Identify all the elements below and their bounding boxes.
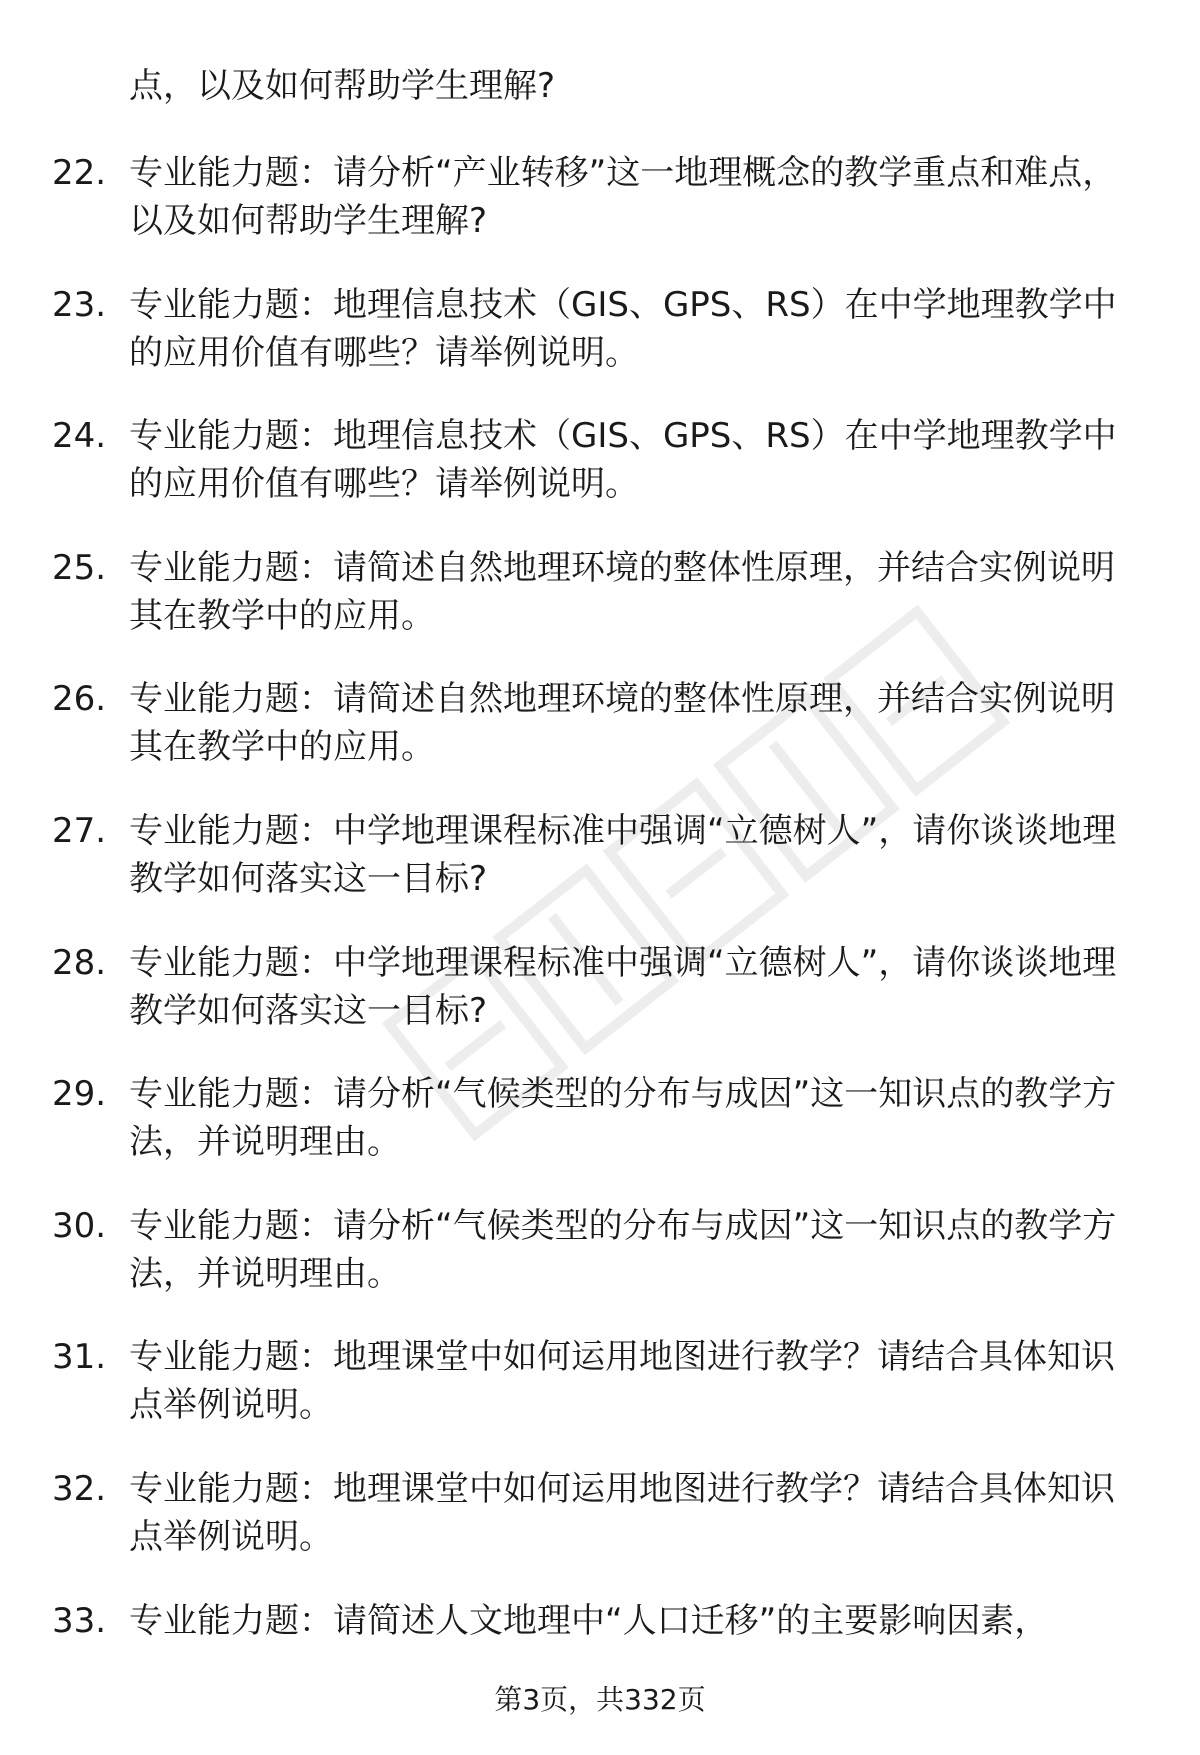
question-text: 专业能力题：中学地理课程标准中强调“立德树人”，请你谈谈地理教学如何落实这一目标?: [129, 942, 1117, 1031]
continued-question-text: 点，以及如何帮助学生理解?: [129, 66, 556, 106]
question-text: 专业能力题：请分析“气候类型的分布与成因”这一知识点的教学方法，并说明理由。: [129, 1205, 1117, 1294]
question-item: [0, 1333, 1200, 1465]
question-number: 30.: [52, 1205, 107, 1246]
question-number: 28.: [52, 942, 107, 983]
page-footer: 第3页，共332页: [494, 1683, 706, 1716]
question-number: 32.: [52, 1468, 107, 1509]
question-list: [0, 149, 1200, 1728]
question-text: 专业能力题：地理信息技术（GIS、GPS、RS）在中学地理教学中的应用价值有哪些？请举例说明。: [129, 416, 1117, 505]
question-item: [0, 544, 1200, 676]
question-item: [0, 412, 1200, 544]
question-number: 29.: [52, 1074, 107, 1115]
question-item: [0, 1202, 1200, 1334]
question-text: 专业能力题：地理课堂中如何运用地图进行教学？请结合具体知识点举例说明。: [129, 1468, 1115, 1557]
question-text: 专业能力题：中学地理课程标准中强调“立德树人”，请你谈谈地理教学如何落实这一目标?: [129, 810, 1117, 899]
question-number: 23.: [52, 284, 107, 325]
question-number: 26.: [52, 679, 107, 720]
question-item: [0, 281, 1200, 413]
question-item: [0, 1465, 1200, 1597]
question-text: 专业能力题：地理课堂中如何运用地图进行教学？请结合具体知识点举例说明。: [129, 1337, 1115, 1426]
question-item: [0, 939, 1200, 1071]
question-number: 31.: [52, 1337, 107, 1378]
question-item: [0, 807, 1200, 939]
question-item: [0, 675, 1200, 807]
question-text: 专业能力题：请简述自然地理环境的整体性原理，并结合实例说明其在教学中的应用。: [129, 679, 1115, 768]
question-number: 25.: [52, 547, 107, 588]
question-number: 24.: [52, 416, 107, 457]
question-text: 专业能力题：请简述自然地理环境的整体性原理，并结合实例说明其在教学中的应用。: [129, 547, 1115, 636]
question-text: 专业能力题：地理信息技术（GIS、GPS、RS）在中学地理教学中的应用价值有哪些？请举例说明。: [129, 284, 1117, 373]
question-number: 33.: [52, 1600, 107, 1641]
question-number: 27.: [52, 810, 107, 851]
question-text: 专业能力题：请分析“气候类型的分布与成因”这一知识点的教学方法，并说明理由。: [129, 1074, 1117, 1163]
question-text: 专业能力题：请分析“产业转移”这一地理概念的教学重点和难点，以及如何帮助学生理解?: [129, 153, 1117, 241]
question-item: [0, 149, 1200, 281]
question-item: [0, 1070, 1200, 1202]
question-text: 专业能力题：请简述人文地理中“人口迁移”的主要影响因素，: [129, 1600, 1049, 1641]
question-number: 22.: [52, 153, 107, 193]
